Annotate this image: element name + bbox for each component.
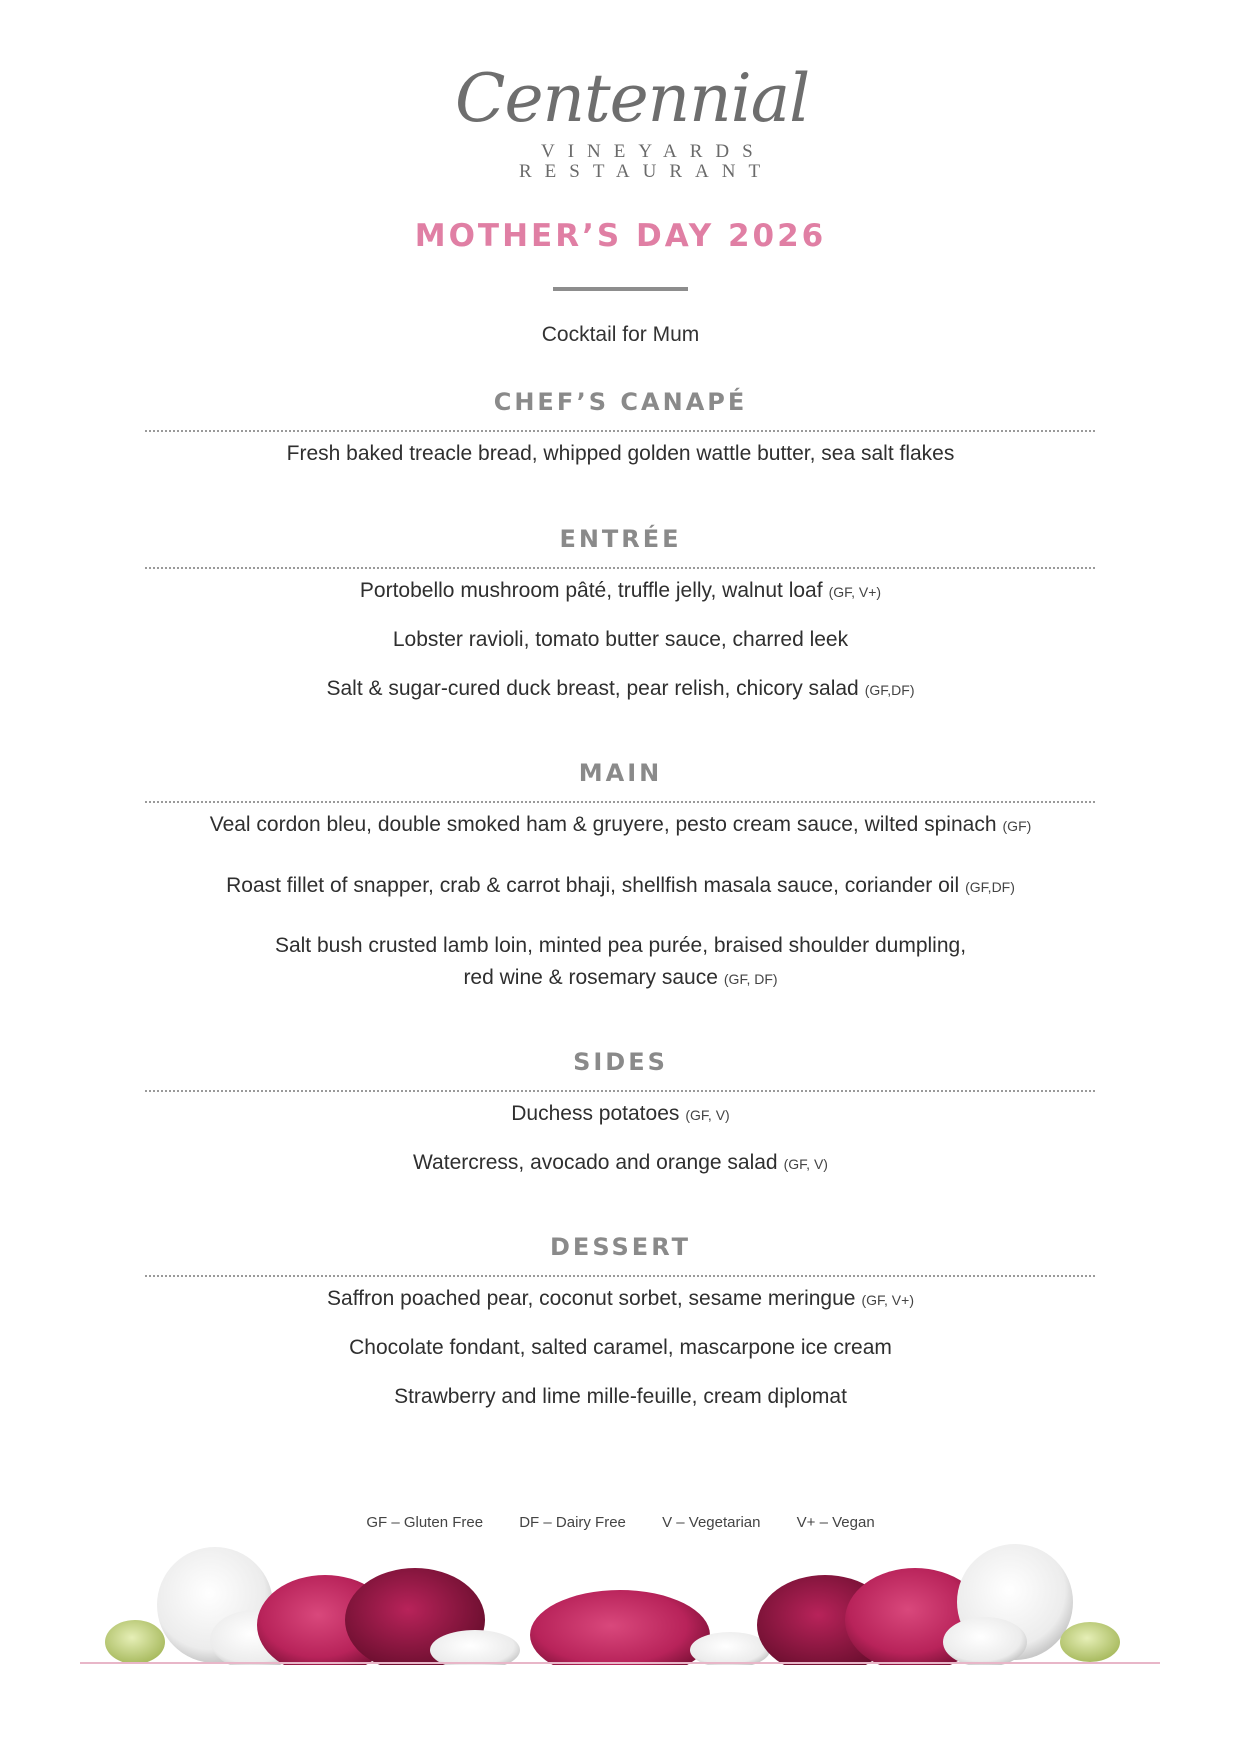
dietary-tag: (GF,DF) (965, 879, 1015, 895)
legend-vegan: V+ – Vegan (796, 1514, 875, 1531)
menu-item: Watercress, avocado and orange salad (GF, V) (413, 1151, 828, 1174)
menu-item: Strawberry and lime mille-feuille, cream diplomat (394, 1385, 847, 1408)
legend-gf: GF – Gluten Free (366, 1514, 484, 1531)
title-divider (553, 287, 688, 291)
dietary-tag: (GF) (1002, 818, 1032, 834)
section-divider (145, 1275, 1095, 1277)
menu-item: Duchess potatoes (GF, V) (511, 1102, 730, 1125)
section-heading-entree: ENTRÉE (559, 525, 682, 553)
logo-vineyards: VINEYARDS (541, 141, 766, 162)
menu-item: Chocolate fondant, salted caramel, mascarpone ice cream (349, 1336, 892, 1359)
logo-restaurant: RESTAURANT (519, 161, 774, 182)
dietary-tag: (GF, V) (783, 1156, 828, 1172)
menu-item: Lobster ravioli, tomato butter sauce, charred leek (392, 628, 849, 651)
menu-item: Roast fillet of snapper, crab & carrot bhaji, shellfish masala sauce, coriander oil (GF,DF) (226, 874, 1015, 897)
section-divider (145, 1090, 1095, 1092)
dietary-legend (0, 1514, 1241, 1531)
hydrangea-flowers-decoration (80, 1530, 1160, 1665)
logo-script: Centennial (455, 60, 810, 137)
dietary-tag: (GF, V+) (861, 1292, 914, 1308)
dietary-tag: (GF, V) (685, 1107, 730, 1123)
section-divider (145, 801, 1095, 803)
section-heading-sides: SIDES (573, 1048, 668, 1076)
restaurant-logo (455, 60, 810, 186)
menu-item: Saffron poached pear, coconut sorbet, sesame meringue (GF, V+) (327, 1287, 914, 1310)
section-heading-canape: CHEF’S CANAPÉ (493, 388, 748, 416)
section-divider (145, 430, 1095, 432)
dietary-tag: (GF, V+) (828, 584, 882, 600)
menu-item: Portobello mushroom pâté, truffle jelly, walnut loaf (GF, V+) (359, 579, 882, 602)
legend-v: V – Vegetarian (662, 1514, 761, 1531)
menu-item: Fresh baked treacle bread, whipped golden wattle butter, sea salt flakes (286, 442, 955, 465)
menu-item: Salt bush crusted lamb loin, minted pea purée, braised shoulder dumpling, (274, 934, 967, 957)
section-heading-dessert: DESSERT (550, 1233, 691, 1261)
cocktail-note: Cocktail for Mum (541, 323, 700, 346)
menu-item: Veal cordon bleu, double smoked ham & gruyere, pesto cream sauce, wilted spinach (GF) (209, 813, 1032, 836)
menu-item: Salt & sugar-cured duck breast, pear relish, chicory salad (GF,DF) (326, 677, 915, 700)
page-title: MOTHER’S DAY 2026 (414, 218, 827, 254)
dietary-tag: (GF,DF) (864, 682, 915, 698)
section-divider (145, 567, 1095, 569)
section-heading-main: MAIN (578, 759, 663, 787)
legend-df: DF – Dairy Free (519, 1514, 626, 1531)
dietary-tag: (GF, DF) (723, 971, 778, 987)
menu-item-continued: red wine & rosemary sauce (GF, DF) (463, 966, 778, 989)
